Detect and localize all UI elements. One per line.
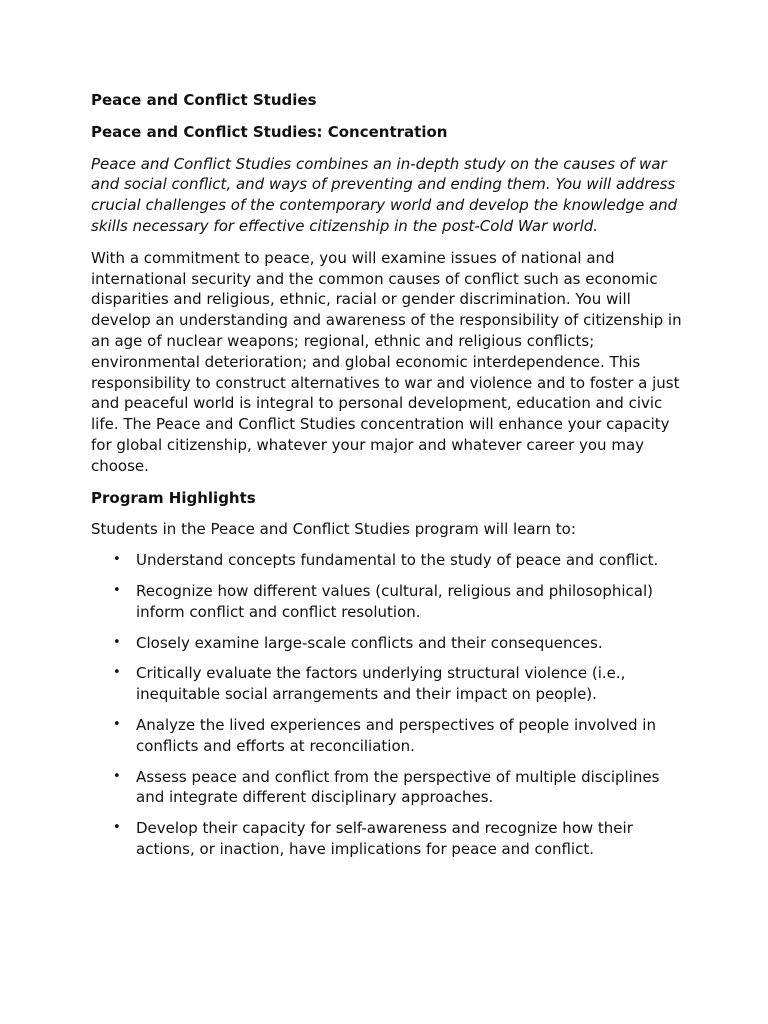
document-subtitle: Peace and Conflict Studies: Concentration [91,122,448,141]
learning-outcomes-list [91,550,688,860]
list-item [91,633,688,654]
bullet-icon: • [113,768,121,784]
bullet-icon: • [113,820,121,836]
list-item [91,767,688,809]
bullet-icon: • [113,634,121,650]
intro-paragraph: Peace and Conflict Studies combines an in-depth study on the causes of war and social conflict, and ways of preventing and ending them. You will address crucial challenges of the contemporary world and develop the knowledge and skills necessary for effective citizenship in the post-Cold War world. [91,154,678,235]
list-item [91,550,688,571]
list-item [91,818,688,860]
program-highlights-heading: Program Highlights [91,488,256,507]
list-item [91,581,688,623]
list-item [91,715,688,757]
list-item [91,663,688,705]
bullet-icon: • [113,582,121,598]
list-item-text: Understand concepts fundamental to the study of peace and conflict. [136,551,659,570]
bullet-icon: • [113,716,121,732]
list-item-text: Develop their capacity for self-awareness and recognize how their actions, or inaction, have implications for peace and conflict. [136,819,633,858]
list-item-text: Analyze the lived experiences and perspectives of people involved in conflicts and efforts at reconciliation. [136,715,656,755]
body-paragraph: With a commitment to peace, you will examine issues of national and international security and the common causes of conflict such as economic disparities and religious, ethnic, racial or gender discrimination. You will develop an understanding and awareness of the responsibility of citizenship in an age of nuclear weapons; regional, ethnic and religious conflicts; environmental deterioration; and global economic interdependence. This responsibility to construct alternatives to war and violence and to foster a just and peaceful world is integral to personal development, education and civic life. The Peace and Conflict Studies concentration will enhance your capacity for global citizenship, whatever your major and whatever career you may choose. [91,248,682,475]
list-item-text: Closely examine large-scale conflicts and their consequences. [136,633,603,652]
highlights-lead-text: Students in the Peace and Conflict Studies program will learn to: [91,520,576,539]
list-item-text: Assess peace and conflict from the perspective of multiple disciplines and integrate different disciplinary approaches. [136,767,660,807]
bullet-icon: • [113,665,121,681]
document-title: Peace and Conflict Studies [91,91,317,109]
list-item-text: Recognize how different values (cultural, religious and philosophical) inform conflict and conflict resolution. [136,581,653,621]
list-item-text: Critically evaluate the factors underlying structural violence (i.e., inequitable social arrangements and their impact on people). [136,664,626,704]
bullet-icon: • [113,552,121,568]
